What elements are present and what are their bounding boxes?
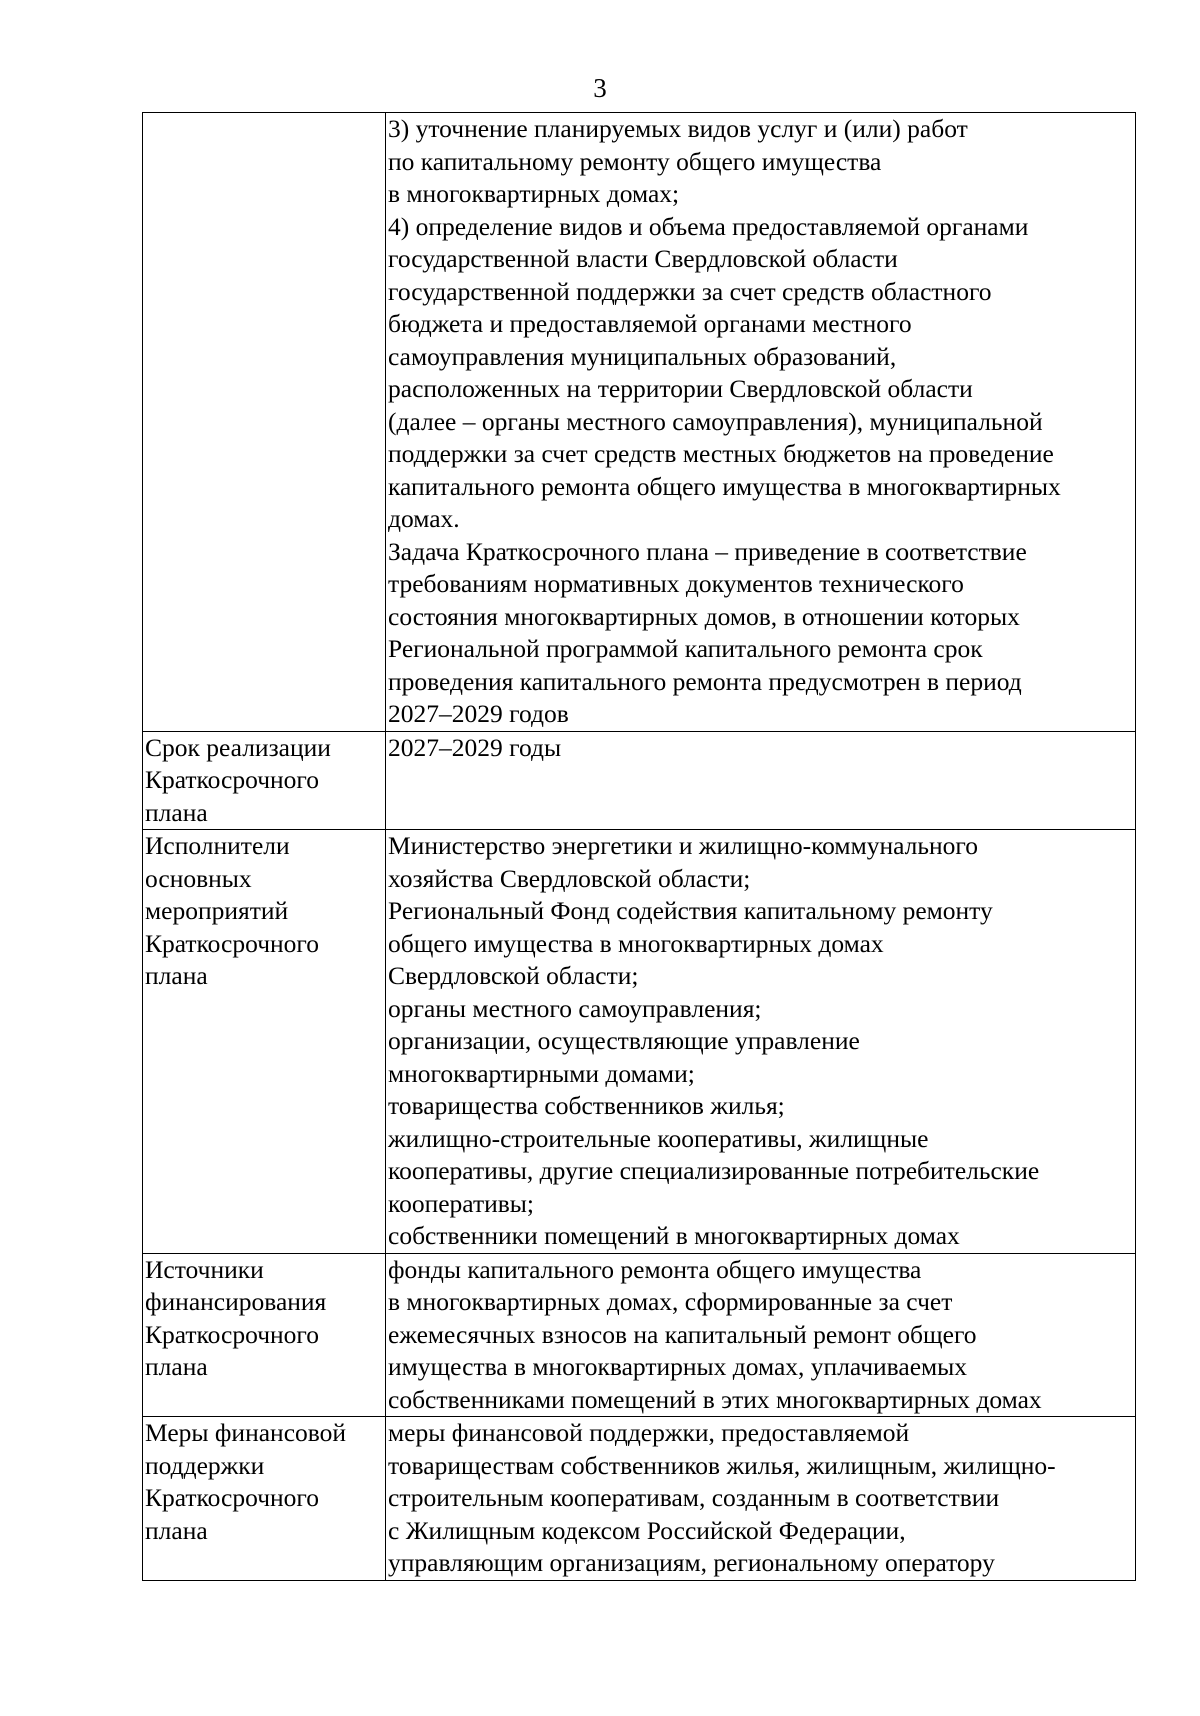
row-content-line: капитального ремонта общего имущества в многоквартирных [388, 471, 1061, 501]
row-label-line: Исполнители [145, 831, 290, 860]
row-content-line: Министерство энергетики и жилищно-коммунального [388, 831, 978, 860]
passport-table [142, 112, 1136, 1581]
row-content-line: (далее – органы местного самоуправления), муниципальной [388, 406, 1043, 436]
row-content-line: в многоквартирных домах, сформированные за счет [388, 1287, 953, 1316]
row-label-cell [143, 731, 386, 830]
row-content-line: кооперативы, другие специализированные потребительские [388, 1156, 1040, 1185]
row-content-line: жилищно-строительные кооперативы, жилищные [388, 1123, 929, 1153]
table-row [143, 830, 1136, 1254]
row-content-cell [386, 830, 1136, 1254]
table-body [143, 113, 1136, 1581]
row-content-line: кооперативы; [388, 1188, 535, 1218]
row-content-line: 2027–2029 годы [388, 732, 562, 762]
row-content-line: меры финансовой поддержки, предоставляемой [388, 1418, 910, 1447]
row-content-line: товарищества собственников жилья; [388, 1091, 785, 1120]
row-content-cell [386, 1417, 1136, 1581]
table-row [143, 1417, 1136, 1581]
row-content-line: 2027–2029 годов [388, 699, 569, 728]
table-row [143, 731, 1136, 830]
row-content-line: собственники помещений в многоквартирных домах [388, 1221, 960, 1250]
row-content-line: организации, осуществляющие управление [388, 1026, 860, 1055]
row-label-line: основных [145, 863, 252, 893]
row-label-cell [143, 1417, 386, 1581]
row-label-cell [143, 830, 386, 1254]
row-content-line: в многоквартирных домах; [388, 179, 680, 208]
row-content-line: органы местного самоуправления; [388, 993, 762, 1023]
row-content-line: управляющим организациям, региональному оператору [388, 1548, 995, 1577]
row-content-cell [386, 1253, 1136, 1417]
row-label-line: Источники [145, 1254, 264, 1284]
row-label-line: мероприятий [145, 896, 289, 925]
row-label-line: плана [145, 1352, 208, 1381]
row-content-line: Региональной программой капитального ремонта срок [388, 634, 983, 663]
row-label-line: Краткосрочного [145, 928, 319, 958]
row-content-line: общего имущества в многоквартирных домах [388, 928, 884, 958]
row-content-line: проведения капитального ремонта предусмотрен в период [388, 666, 1022, 696]
row-content-line: бюджета и предоставляемой органами местного [388, 309, 912, 338]
row-content-line: 3) уточнение планируемых видов услуг и (или) работ [388, 114, 968, 143]
page-number: 3 [593, 73, 607, 103]
row-content-line: государственной власти Свердловской области [388, 244, 898, 273]
row-content-line: самоуправления муниципальных образований, [388, 341, 897, 371]
row-content-line: строительным кооперативам, созданным в соответствии [388, 1483, 1000, 1512]
row-content-line: государственной поддержки за счет средств областного [388, 276, 992, 306]
table-row [143, 113, 1136, 732]
row-label-line: Краткосрочного [145, 1483, 319, 1512]
row-content-line: домах. [388, 504, 460, 533]
row-content-line: хозяйства Свердловской области; [388, 863, 751, 893]
row-content-line: Региональный Фонд содействия капитальному ремонту [388, 896, 993, 925]
row-label-line: Срок реализации [145, 732, 331, 762]
row-content-cell [386, 731, 1136, 830]
row-content-cell [386, 113, 1136, 732]
row-label-line: Краткосрочного [145, 765, 319, 794]
row-content-line: многоквартирными домами; [388, 1058, 695, 1088]
row-label-line: Меры финансовой [145, 1418, 347, 1447]
row-label-cell [143, 113, 386, 732]
row-content-line: с Жилищным кодексом Российской Федерации, [388, 1515, 906, 1545]
row-content-line: ежемесячных взносов на капитальный ремонт общего [388, 1319, 977, 1349]
row-content-line: поддержки за счет средств местных бюджетов на проведение [388, 439, 1054, 468]
row-label-line: плана [145, 797, 208, 827]
table-row [143, 1253, 1136, 1417]
row-content-line: 4) определение видов и объема предоставляемой органами [388, 211, 1029, 241]
row-label-cell [143, 1253, 386, 1417]
row-content-line: собственниками помещений в этих многоквартирных домах [388, 1384, 1042, 1414]
row-label-line: финансирования [145, 1287, 327, 1316]
row-label-line: поддержки [145, 1450, 265, 1480]
row-label-line: плана [145, 961, 208, 990]
row-content-line: требованиям нормативных документов технического [388, 569, 964, 598]
row-content-line: фонды капитального ремонта общего имущества [388, 1254, 922, 1284]
row-content-line: Задача Краткосрочного плана – приведение в соответствие [388, 536, 1027, 566]
row-content-line: по капитальному ремонту общего имущества [388, 146, 882, 176]
row-label-line: Краткосрочного [145, 1319, 319, 1349]
row-content-line: товариществам собственников жилья, жилищным, жилищно- [388, 1450, 1056, 1480]
row-content-line: расположенных на территории Свердловской области [388, 374, 973, 403]
row-content-line: Свердловской области; [388, 961, 639, 990]
row-content-line: состояния многоквартирных домов, в отношении которых [388, 601, 1020, 631]
row-label-line: плана [145, 1515, 208, 1545]
row-content-line: имущества в многоквартирных домах, уплачиваемых [388, 1352, 968, 1381]
